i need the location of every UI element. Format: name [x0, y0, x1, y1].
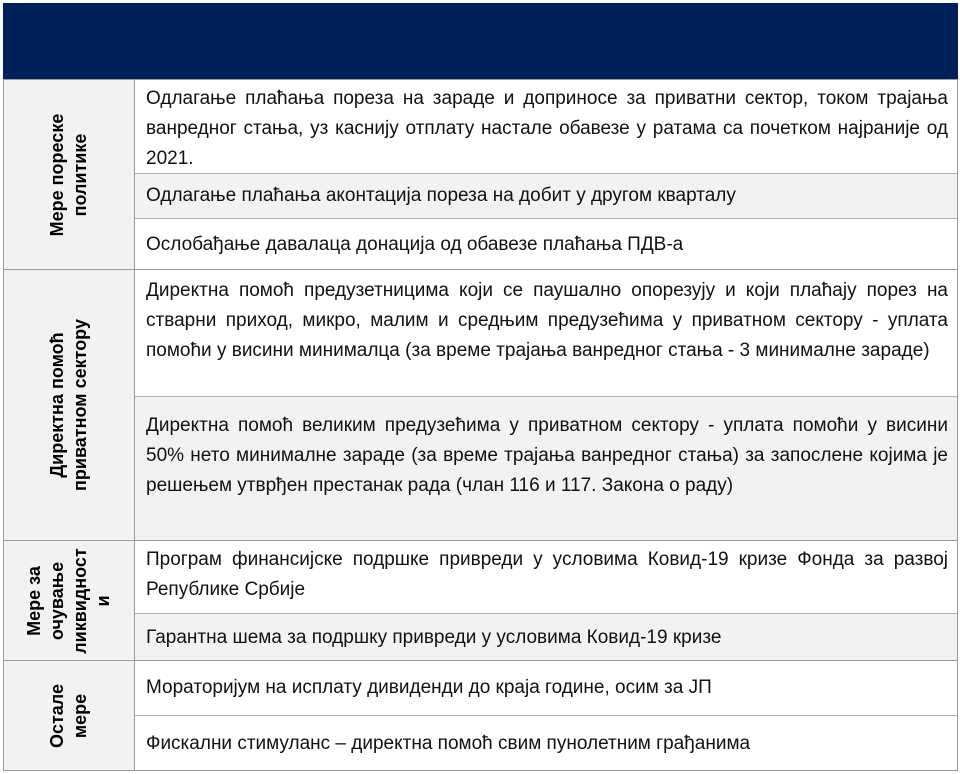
table-row-text: Одлагање плаћања аконтација пореза на добит у другом кварталу — [146, 185, 736, 206]
group-liquidity — [3, 540, 958, 660]
table-row — [135, 613, 958, 661]
table-row-text: Фискални стимуланс – директна помоћ свим пунолетним грађанима — [146, 732, 751, 754]
table-row: Директна помоћ великим предузећима у приватном сектору - уплата помоћи у висини 50% нето минималне зараде (за време трајања ванредног стања) за запослене којима је решењем утврђен престанак рада (члан 116 и 117. Закона о раду) — [135, 396, 958, 541]
group-direct-help — [3, 269, 958, 540]
table-row: Програм финансијске подршке привреди у условима Ковид-19 кризе Фонда за развој Републике Србије — [146, 549, 948, 600]
table-row: Одлагање плаћања пореза на зараде и доприносе за приватни сектор, током трајања ванредног стања, уз каснију отплату настале обавезе у ратама са почетком најраније од 2021. — [146, 88, 948, 169]
table-border-bottom — [3, 770, 958, 771]
group-tax-policy — [3, 79, 958, 269]
table-row — [135, 715, 958, 771]
table-row-text: Гарантна шема за подршку привреди у условима Ковид-19 кризе — [146, 626, 722, 648]
table-row — [135, 661, 958, 715]
group-other — [3, 660, 958, 770]
group-label-tax-policy — [3, 80, 135, 269]
table-border-right — [957, 79, 958, 771]
table-row — [135, 218, 958, 270]
group-label-text: Мере пореске политике — [46, 113, 90, 236]
table-row-text: Мораторијум на исплату дивиденди до краја године, осим за ЈП — [146, 677, 712, 698]
group-label-direct-help — [3, 270, 135, 540]
table-row — [135, 173, 958, 218]
table-row-text: Ослобађање давалаца донација од обавезе плаћања ПДВ-а — [146, 233, 684, 255]
group-label-text: Мере за очување ликвидност и — [23, 547, 113, 654]
table-border-left — [3, 79, 4, 771]
group-label-liquidity — [3, 541, 135, 660]
table-row: Директна помоћ предузетницима који се паушално опорезују и који плаћају порез на стварни приход, микро, малим и средњим предузећима у приватном сектору - уплата помоћи у висини минималца (за време трајања ванредног стања - 3 минималне зараде) — [146, 280, 948, 361]
group-label-other — [3, 661, 135, 770]
group-label-text: Директна помоћ приватном сектору — [46, 319, 90, 491]
table-header — [3, 3, 958, 79]
group-label-text: Остале мере — [46, 683, 90, 748]
